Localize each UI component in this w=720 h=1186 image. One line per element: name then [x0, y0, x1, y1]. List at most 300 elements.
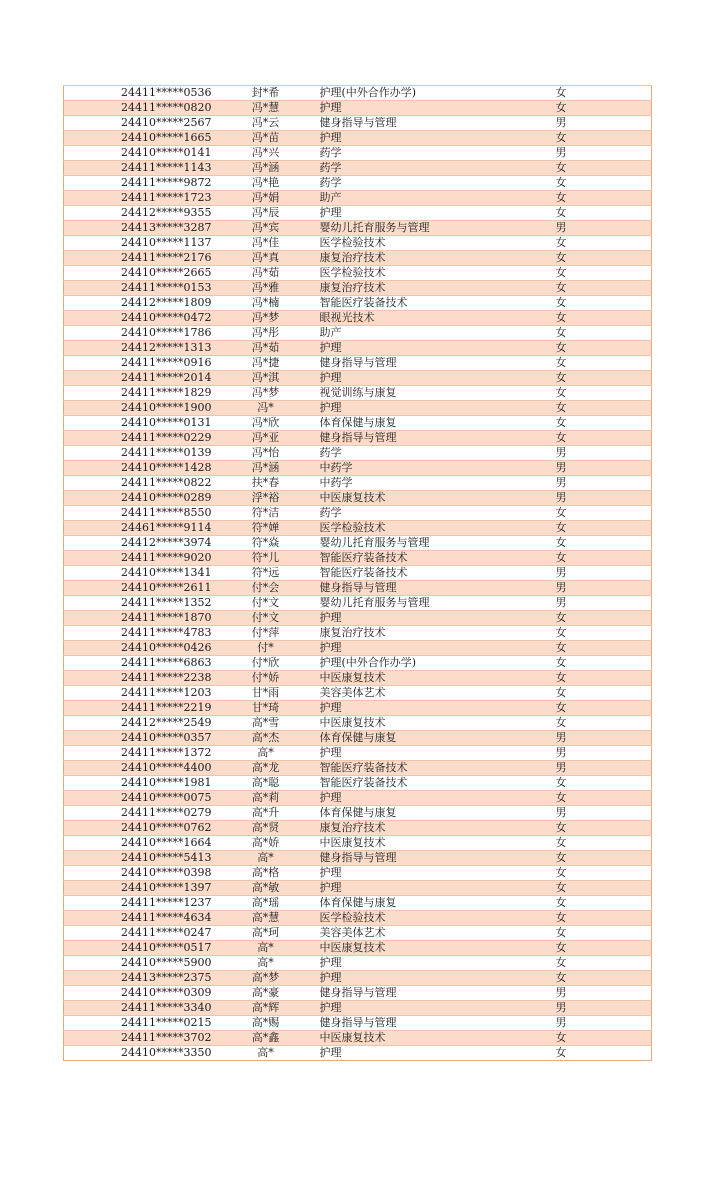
student-name-cell: 高*敏	[212, 881, 320, 896]
gender-cell: 女	[556, 296, 652, 311]
gender-cell: 男	[556, 746, 652, 761]
table-row	[64, 851, 652, 866]
gender-cell: 女	[556, 881, 652, 896]
student-name-cell: 高*豪	[212, 986, 320, 1001]
student-name-cell: 高*	[212, 956, 320, 971]
gender-cell: 男	[556, 806, 652, 821]
student-name-cell: 高*鑫	[212, 1031, 320, 1046]
gender-cell: 女	[556, 716, 652, 731]
major-cell: 智能医疗装备技术	[320, 296, 556, 311]
student-name-cell: 高*聪	[212, 776, 320, 791]
student-id-cell: 24410*****1341	[64, 566, 212, 581]
gender-cell: 男	[556, 986, 652, 1001]
gender-cell: 女	[556, 536, 652, 551]
student-id-cell: 24410*****1900	[64, 401, 212, 416]
gender-cell: 男	[556, 731, 652, 746]
major-cell: 护理	[320, 746, 556, 761]
table-row	[64, 281, 652, 296]
student-name-cell: 高*	[212, 1046, 320, 1061]
student-name-cell: 符*婵	[212, 521, 320, 536]
student-id-cell: 24411*****1870	[64, 611, 212, 626]
student-roster-sheet	[63, 85, 651, 1061]
table-row	[64, 581, 652, 596]
major-cell: 健身指导与管理	[320, 431, 556, 446]
student-id-cell: 24412*****9355	[64, 206, 212, 221]
student-name-cell: 冯*艳	[212, 176, 320, 191]
student-id-cell: 24411*****0279	[64, 806, 212, 821]
table-row	[64, 521, 652, 536]
gender-cell: 男	[556, 491, 652, 506]
gender-cell: 女	[556, 866, 652, 881]
student-id-cell: 24410*****1137	[64, 236, 212, 251]
table-row	[64, 926, 652, 941]
table-row	[64, 641, 652, 656]
table-row	[64, 146, 652, 161]
roster-body	[64, 86, 652, 1061]
student-name-cell: 高*	[212, 746, 320, 761]
major-cell: 健身指导与管理	[320, 1016, 556, 1031]
major-cell: 体育保健与康复	[320, 416, 556, 431]
table-row	[64, 116, 652, 131]
table-row	[64, 986, 652, 1001]
major-cell: 智能医疗装备技术	[320, 776, 556, 791]
student-id-cell: 24411*****0916	[64, 356, 212, 371]
student-name-cell: 冯*茹	[212, 341, 320, 356]
student-id-cell: 24410*****1428	[64, 461, 212, 476]
table-row	[64, 431, 652, 446]
gender-cell: 女	[556, 821, 652, 836]
gender-cell: 男	[556, 566, 652, 581]
gender-cell: 女	[556, 956, 652, 971]
gender-cell: 女	[556, 851, 652, 866]
major-cell: 药学	[320, 506, 556, 521]
gender-cell: 男	[556, 596, 652, 611]
student-id-cell: 24411*****4783	[64, 626, 212, 641]
major-cell: 体育保健与康复	[320, 896, 556, 911]
table-row	[64, 791, 652, 806]
student-id-cell: 24411*****9872	[64, 176, 212, 191]
student-name-cell: 封*希	[212, 86, 320, 101]
student-id-cell: 24410*****0762	[64, 821, 212, 836]
major-cell: 健身指导与管理	[320, 356, 556, 371]
table-row	[64, 626, 652, 641]
student-id-cell: 24411*****0536	[64, 86, 212, 101]
gender-cell: 女	[556, 431, 652, 446]
student-id-cell: 24411*****6863	[64, 656, 212, 671]
major-cell: 护理	[320, 611, 556, 626]
student-id-cell: 24410*****1786	[64, 326, 212, 341]
student-name-cell: 符*洁	[212, 506, 320, 521]
gender-cell: 女	[556, 971, 652, 986]
major-cell: 中医康复技术	[320, 716, 556, 731]
major-cell: 健身指导与管理	[320, 581, 556, 596]
table-row	[64, 386, 652, 401]
student-id-cell: 24411*****0822	[64, 476, 212, 491]
major-cell: 护理	[320, 641, 556, 656]
table-row	[64, 536, 652, 551]
gender-cell: 女	[556, 401, 652, 416]
student-id-cell: 24413*****3287	[64, 221, 212, 236]
student-id-cell: 24410*****0075	[64, 791, 212, 806]
gender-cell: 男	[556, 146, 652, 161]
major-cell: 中药学	[320, 461, 556, 476]
gender-cell: 女	[556, 506, 652, 521]
student-name-cell: 冯*兴	[212, 146, 320, 161]
gender-cell: 女	[556, 656, 652, 671]
major-cell: 婴幼儿托育服务与管理	[320, 536, 556, 551]
student-name-cell: 符*儿	[212, 551, 320, 566]
gender-cell: 女	[556, 926, 652, 941]
student-name-cell: 高*梦	[212, 971, 320, 986]
table-row	[64, 686, 652, 701]
student-id-cell: 24410*****1665	[64, 131, 212, 146]
student-id-cell: 24411*****1723	[64, 191, 212, 206]
student-name-cell: 冯*真	[212, 251, 320, 266]
student-id-cell: 24410*****5900	[64, 956, 212, 971]
gender-cell: 女	[556, 1031, 652, 1046]
gender-cell: 女	[556, 341, 652, 356]
student-name-cell: 冯*欣	[212, 416, 320, 431]
major-cell: 助产	[320, 326, 556, 341]
table-row	[64, 656, 652, 671]
major-cell: 药学	[320, 446, 556, 461]
table-row	[64, 1001, 652, 1016]
student-name-cell: 冯*梦	[212, 311, 320, 326]
table-row	[64, 1031, 652, 1046]
student-id-cell: 24410*****0141	[64, 146, 212, 161]
major-cell: 护理	[320, 971, 556, 986]
student-name-cell: 冯*淇	[212, 371, 320, 386]
gender-cell: 女	[556, 1046, 652, 1061]
table-row	[64, 161, 652, 176]
student-name-cell: 高*升	[212, 806, 320, 821]
table-row	[64, 971, 652, 986]
major-cell: 护理	[320, 131, 556, 146]
table-row	[64, 101, 652, 116]
table-row	[64, 266, 652, 281]
gender-cell: 女	[556, 611, 652, 626]
student-name-cell: 付*娇	[212, 671, 320, 686]
table-row	[64, 491, 652, 506]
student-name-cell: 冯*佳	[212, 236, 320, 251]
table-row	[64, 176, 652, 191]
major-cell: 康复治疗技术	[320, 821, 556, 836]
gender-cell: 男	[556, 761, 652, 776]
gender-cell: 男	[556, 581, 652, 596]
student-id-cell: 24411*****1203	[64, 686, 212, 701]
student-id-cell: 24411*****9020	[64, 551, 212, 566]
table-row	[64, 566, 652, 581]
student-id-cell: 24411*****0247	[64, 926, 212, 941]
student-id-cell: 24411*****1143	[64, 161, 212, 176]
gender-cell: 男	[556, 1016, 652, 1031]
major-cell: 医学检验技术	[320, 266, 556, 281]
student-id-cell: 24410*****0131	[64, 416, 212, 431]
table-row	[64, 191, 652, 206]
major-cell: 中医康复技术	[320, 491, 556, 506]
table-row	[64, 776, 652, 791]
table-row	[64, 881, 652, 896]
student-id-cell: 24410*****5413	[64, 851, 212, 866]
gender-cell: 女	[556, 896, 652, 911]
table-row	[64, 866, 652, 881]
table-row	[64, 956, 652, 971]
major-cell: 健身指导与管理	[320, 116, 556, 131]
table-row	[64, 596, 652, 611]
table-row	[64, 611, 652, 626]
student-name-cell: 冯*苗	[212, 131, 320, 146]
student-name-cell: 高*	[212, 851, 320, 866]
student-id-cell: 24412*****1809	[64, 296, 212, 311]
table-row	[64, 221, 652, 236]
student-id-cell: 24411*****1372	[64, 746, 212, 761]
table-row	[64, 446, 652, 461]
major-cell: 视觉训练与康复	[320, 386, 556, 401]
table-row	[64, 476, 652, 491]
gender-cell: 女	[556, 266, 652, 281]
major-cell: 护理	[320, 956, 556, 971]
gender-cell: 女	[556, 836, 652, 851]
student-name-cell: 冯*娟	[212, 191, 320, 206]
student-id-cell: 24410*****0357	[64, 731, 212, 746]
gender-cell: 女	[556, 371, 652, 386]
major-cell: 医学检验技术	[320, 236, 556, 251]
table-row	[64, 551, 652, 566]
student-id-cell: 24410*****0289	[64, 491, 212, 506]
major-cell: 体育保健与康复	[320, 731, 556, 746]
student-id-cell: 24411*****2238	[64, 671, 212, 686]
student-id-cell: 24411*****2219	[64, 701, 212, 716]
major-cell: 智能医疗装备技术	[320, 761, 556, 776]
student-name-cell: 付*欣	[212, 656, 320, 671]
major-cell: 护理	[320, 341, 556, 356]
gender-cell: 女	[556, 386, 652, 401]
table-row	[64, 326, 652, 341]
student-name-cell: 冯*楠	[212, 296, 320, 311]
gender-cell: 女	[556, 791, 652, 806]
student-id-cell: 24411*****3340	[64, 1001, 212, 1016]
student-name-cell: 高*雪	[212, 716, 320, 731]
table-row	[64, 731, 652, 746]
table-row	[64, 1046, 652, 1061]
student-name-cell: 高*贤	[212, 821, 320, 836]
table-row	[64, 821, 652, 836]
table-row	[64, 236, 652, 251]
major-cell: 康复治疗技术	[320, 626, 556, 641]
student-id-cell: 24411*****0153	[64, 281, 212, 296]
student-name-cell: 冯*捷	[212, 356, 320, 371]
student-name-cell: 冯*梦	[212, 386, 320, 401]
student-name-cell: 冯*涵	[212, 461, 320, 476]
student-name-cell: 冯*亚	[212, 431, 320, 446]
table-row	[64, 461, 652, 476]
major-cell: 健身指导与管理	[320, 851, 556, 866]
major-cell: 康复治疗技术	[320, 251, 556, 266]
student-name-cell: 扶*春	[212, 476, 320, 491]
gender-cell: 女	[556, 551, 652, 566]
student-name-cell: 冯*宾	[212, 221, 320, 236]
student-name-cell: 付*萍	[212, 626, 320, 641]
major-cell: 美容美体艺术	[320, 686, 556, 701]
major-cell: 护理	[320, 881, 556, 896]
student-id-cell: 24410*****3350	[64, 1046, 212, 1061]
table-row	[64, 296, 652, 311]
major-cell: 护理(中外合作办学)	[320, 86, 556, 101]
student-id-cell: 24411*****0820	[64, 101, 212, 116]
major-cell: 护理	[320, 791, 556, 806]
student-name-cell: 冯*	[212, 401, 320, 416]
student-id-cell: 24411*****0229	[64, 431, 212, 446]
student-name-cell: 付*文	[212, 596, 320, 611]
student-id-cell: 24410*****1664	[64, 836, 212, 851]
student-roster-table	[63, 85, 652, 1061]
table-row	[64, 716, 652, 731]
student-name-cell: 高*瑶	[212, 896, 320, 911]
table-row	[64, 371, 652, 386]
major-cell: 护理	[320, 1046, 556, 1061]
gender-cell: 女	[556, 251, 652, 266]
table-row	[64, 1016, 652, 1031]
student-id-cell: 24410*****0309	[64, 986, 212, 1001]
gender-cell: 女	[556, 911, 652, 926]
major-cell: 婴幼儿托育服务与管理	[320, 221, 556, 236]
gender-cell: 女	[556, 776, 652, 791]
gender-cell: 女	[556, 416, 652, 431]
student-name-cell: 冯*涵	[212, 161, 320, 176]
gender-cell: 女	[556, 356, 652, 371]
major-cell: 护理	[320, 371, 556, 386]
major-cell: 药学	[320, 146, 556, 161]
major-cell: 护理	[320, 401, 556, 416]
major-cell: 药学	[320, 161, 556, 176]
student-id-cell: 24411*****0215	[64, 1016, 212, 1031]
major-cell: 智能医疗装备技术	[320, 551, 556, 566]
student-id-cell: 24411*****2014	[64, 371, 212, 386]
gender-cell: 女	[556, 311, 652, 326]
student-id-cell: 24411*****2176	[64, 251, 212, 266]
table-row	[64, 671, 652, 686]
student-id-cell: 24410*****0472	[64, 311, 212, 326]
table-row	[64, 341, 652, 356]
major-cell: 助产	[320, 191, 556, 206]
student-id-cell: 24411*****1352	[64, 596, 212, 611]
major-cell: 护理	[320, 206, 556, 221]
student-name-cell: 高*莉	[212, 791, 320, 806]
gender-cell: 女	[556, 236, 652, 251]
student-id-cell: 24410*****0517	[64, 941, 212, 956]
gender-cell: 男	[556, 1001, 652, 1016]
table-row	[64, 806, 652, 821]
student-id-cell: 24410*****4400	[64, 761, 212, 776]
major-cell: 护理	[320, 701, 556, 716]
student-id-cell: 24411*****1829	[64, 386, 212, 401]
major-cell: 护理	[320, 101, 556, 116]
student-id-cell: 24461*****9114	[64, 521, 212, 536]
student-name-cell: 浮*裕	[212, 491, 320, 506]
student-id-cell: 24411*****0139	[64, 446, 212, 461]
major-cell: 中医康复技术	[320, 671, 556, 686]
student-id-cell: 24411*****4634	[64, 911, 212, 926]
student-name-cell: 符*远	[212, 566, 320, 581]
student-id-cell: 24412*****2549	[64, 716, 212, 731]
gender-cell: 女	[556, 521, 652, 536]
student-name-cell: 付*文	[212, 611, 320, 626]
major-cell: 中医康复技术	[320, 836, 556, 851]
student-id-cell: 24410*****2567	[64, 116, 212, 131]
gender-cell: 女	[556, 326, 652, 341]
gender-cell: 女	[556, 206, 652, 221]
gender-cell: 女	[556, 671, 652, 686]
student-name-cell: 符*焱	[212, 536, 320, 551]
gender-cell: 男	[556, 461, 652, 476]
table-row	[64, 761, 652, 776]
gender-cell: 女	[556, 131, 652, 146]
student-id-cell: 24412*****1313	[64, 341, 212, 356]
gender-cell: 女	[556, 161, 652, 176]
student-id-cell: 24411*****8550	[64, 506, 212, 521]
student-name-cell: 高*	[212, 941, 320, 956]
table-row	[64, 86, 652, 101]
student-id-cell: 24410*****2665	[64, 266, 212, 281]
major-cell: 医学检验技术	[320, 911, 556, 926]
student-id-cell: 24410*****1981	[64, 776, 212, 791]
major-cell: 中药学	[320, 476, 556, 491]
table-row	[64, 311, 652, 326]
major-cell: 眼视光技术	[320, 311, 556, 326]
gender-cell: 女	[556, 941, 652, 956]
student-name-cell: 高*珂	[212, 926, 320, 941]
major-cell: 中医康复技术	[320, 941, 556, 956]
student-name-cell: 冯*慧	[212, 101, 320, 116]
student-id-cell: 24411*****1237	[64, 896, 212, 911]
student-id-cell: 24411*****3702	[64, 1031, 212, 1046]
student-name-cell: 甘*琦	[212, 701, 320, 716]
major-cell: 护理	[320, 1001, 556, 1016]
table-row	[64, 251, 652, 266]
major-cell: 体育保健与康复	[320, 806, 556, 821]
table-row	[64, 506, 652, 521]
major-cell: 美容美体艺术	[320, 926, 556, 941]
student-name-cell: 冯*辰	[212, 206, 320, 221]
gender-cell: 女	[556, 176, 652, 191]
student-name-cell: 冯*云	[212, 116, 320, 131]
student-name-cell: 冯*怡	[212, 446, 320, 461]
table-row	[64, 941, 652, 956]
student-name-cell: 高*娇	[212, 836, 320, 851]
student-id-cell: 24413*****2375	[64, 971, 212, 986]
table-row	[64, 896, 652, 911]
table-row	[64, 131, 652, 146]
major-cell: 药学	[320, 176, 556, 191]
table-row	[64, 416, 652, 431]
student-name-cell: 冯*雅	[212, 281, 320, 296]
table-row	[64, 836, 652, 851]
gender-cell: 男	[556, 446, 652, 461]
gender-cell: 女	[556, 86, 652, 101]
student-name-cell: 冯*茹	[212, 266, 320, 281]
student-id-cell: 24410*****2611	[64, 581, 212, 596]
gender-cell: 男	[556, 116, 652, 131]
major-cell: 健身指导与管理	[320, 986, 556, 1001]
table-row	[64, 401, 652, 416]
student-name-cell: 高*赐	[212, 1016, 320, 1031]
major-cell: 婴幼儿托育服务与管理	[320, 596, 556, 611]
table-row	[64, 356, 652, 371]
student-id-cell: 24410*****0426	[64, 641, 212, 656]
gender-cell: 女	[556, 626, 652, 641]
table-row	[64, 746, 652, 761]
student-name-cell: 高*辉	[212, 1001, 320, 1016]
